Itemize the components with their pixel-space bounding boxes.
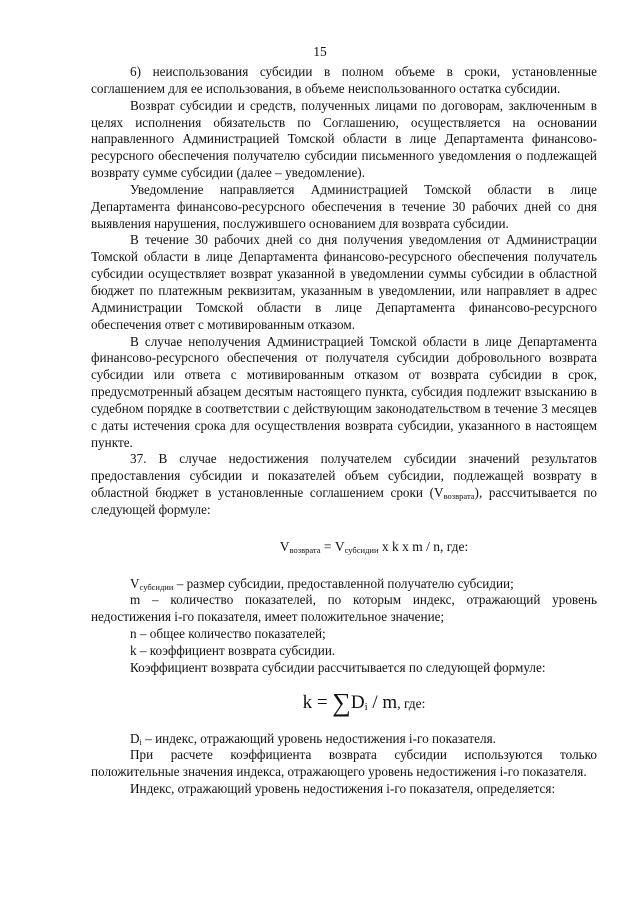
paragraph-court-recovery: В случае неполучения Администрацией Томской области в лице Департамента финансово-ресурсного обеспечения от получателя субсидии добровольного возврата субсидии или ответа с мотивированным отказом от возврата субсидии в срок, предусмотренный абзацем десятым настоящего пункта, субсидия подлежит взысканию в судебном порядке в соответствии с действующим законодательством в течение 3 месяцев с даты истечения срока для осуществления возврата субсидии, указанного в настоящем пункте.	[91, 333, 597, 450]
paragraph-notification: Уведомление направляется Администрацией Томской области в лице Департамента финансово-ресурсного обеспечения в течение 30 рабочих дней со дня выявления нарушения, послужившего основанием для возврата субсидии.	[91, 181, 597, 231]
definition-k: k – коэффициент возврата субсидии.	[130, 643, 336, 658]
paragraph-item-6: 6) неиспользования субсидии в полном объеме в сроки, установленные соглашением для ее использования, в объеме неиспользованного остатка субсидии.	[91, 64, 597, 96]
page-number: 15	[313, 44, 327, 59]
definition-di: $D_i$ – индекс, отражающий уровень недостижения i-го показателя.	[130, 730, 496, 747]
k-formula-intro: Коэффициент возврата субсидии рассчитывается по следующей формуле:	[130, 659, 546, 675]
document-body	[91, 64, 597, 798]
formula-coefficient-k: $k = \sum D_i / m$, где:	[302, 687, 426, 717]
paragraph-index-definition: Индекс, отражающий уровень недостижения i-го показателя, определяется:	[130, 781, 556, 797]
definition-n: n – общее количество показателей;	[130, 626, 326, 642]
formula-return-volume: $V_{возврата} = V_{субсидии}$ x k x m / n, где:	[279, 538, 469, 555]
paragraph-return-basis: Возврат субсидии и средств, полученных лицами по договорам, заключенным в целях исполнения обязательств по Соглашению, осуществляется на основании направленного Администрацией Томской области в лице Департамента финансово-ресурсного обеспечения получателю субсидии письменного уведомления о подлежащей возврату сумме субсидии (далее – уведомление).	[91, 97, 597, 181]
paragraph-positive-values: При расчете коэффициента возврата субсидии используются только положительные значения индекса, отражающего уровень недостижения i-го показателя.	[91, 747, 597, 780]
definition-v-subsidy: $V_{субсидии}$ – размер субсидии, предоставленной получателю субсидии;	[130, 575, 514, 592]
paragraph-return-term: В течение 30 рабочих дней со дня получения уведомления от Администрации Томской области в лице Департамента финансово-ресурсного обеспечения получатель субсидии осуществляет возврат указанной в уведомлении суммы субсидии в областной бюджет по платежным реквизитам, указанным в уведомлении, или направляет в адрес Администрации Томской области в лице Департамента финансово-ресурсного обеспечения ответ с мотивированным отказом.	[91, 232, 597, 332]
paragraph-37: 37. В случае недостижения получателем субсидии значений результатов предоставления субсидии и показателей объем субсидии, подлежащей возврату в областной бюджет в установленные соглашением сроки $(V_{возврата})$, рассчитывается по следующей формуле:	[91, 451, 597, 517]
definition-m: m – количество показателей, по которым индекс, отражающий уровень недостижения i-го показателя, имеет положительное значение;	[91, 592, 597, 625]
